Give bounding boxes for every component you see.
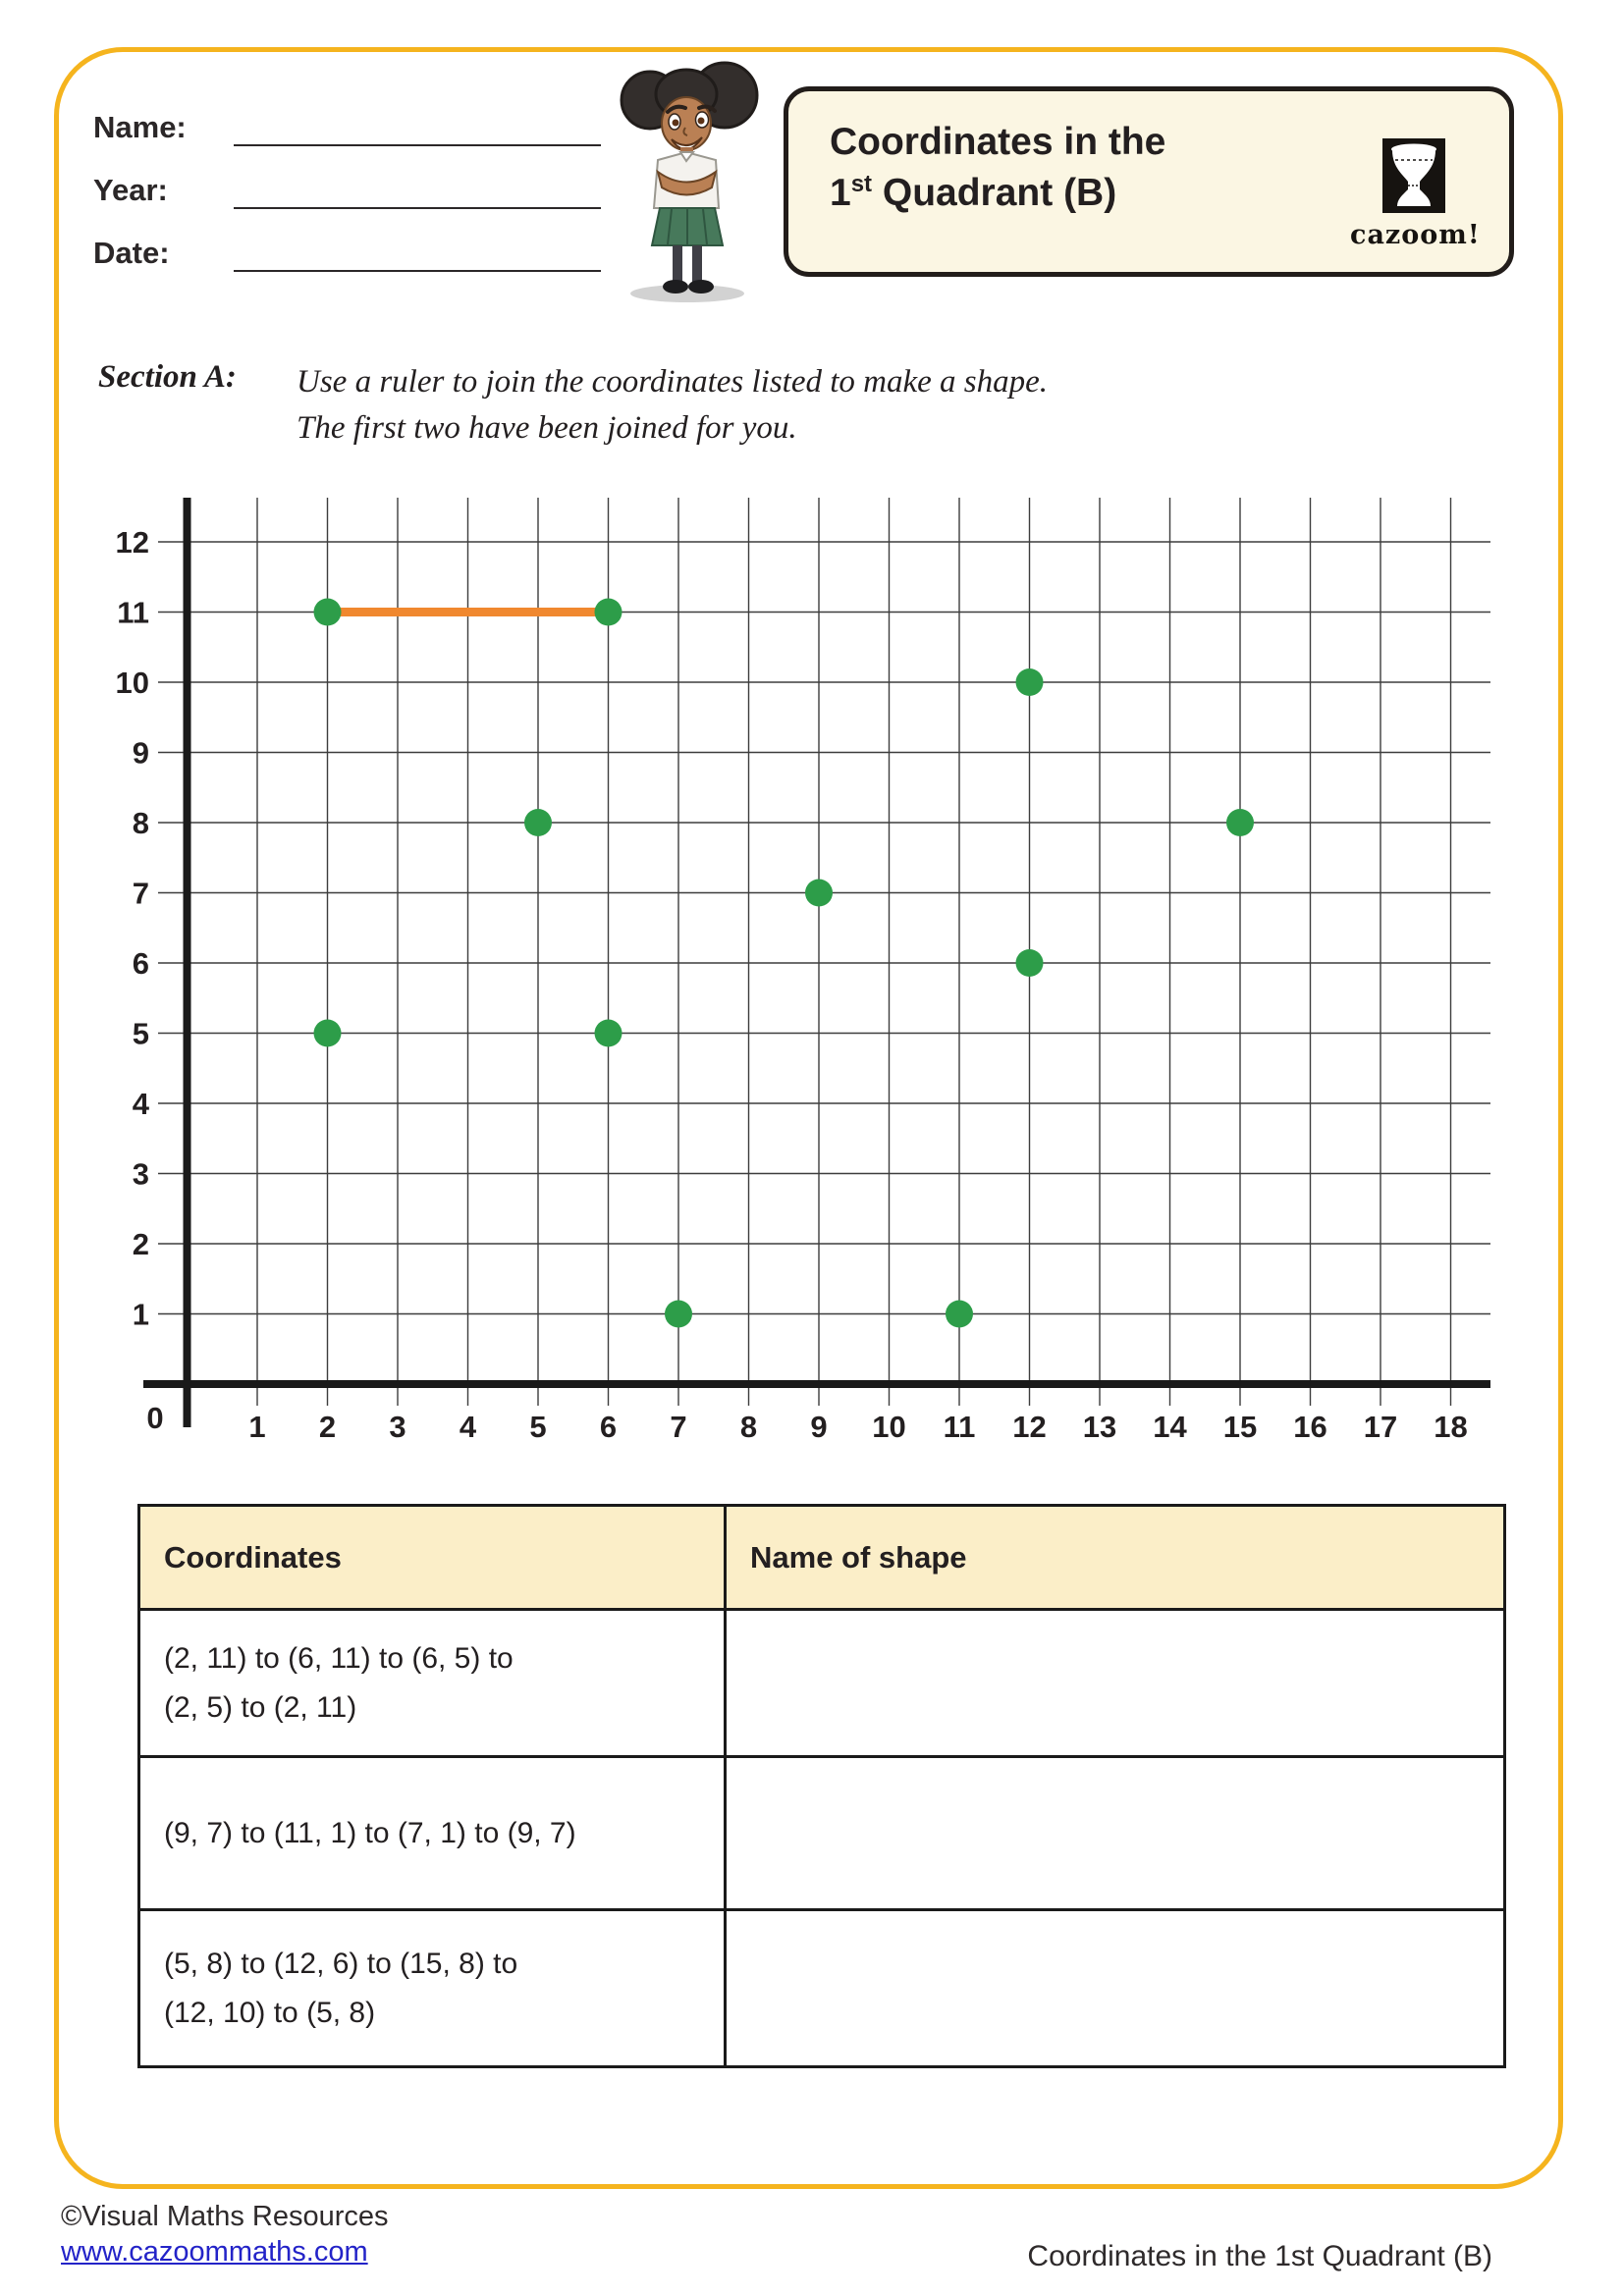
x-tick-label: 18: [1434, 1410, 1468, 1444]
y-tick-label: 4: [132, 1087, 149, 1121]
x-tick-label: 7: [670, 1410, 687, 1444]
copyright-text: ©Visual Maths Resources: [61, 2201, 389, 2232]
plotted-point: [665, 1301, 692, 1328]
plotted-point: [1226, 809, 1254, 836]
x-tick-label: 5: [529, 1410, 547, 1444]
x-tick-label: 6: [599, 1410, 618, 1444]
section-a-label: Section A:: [98, 359, 237, 395]
table-row: [139, 1910, 1505, 2067]
x-tick-label: 8: [739, 1410, 758, 1444]
y-tick-label: 12: [115, 525, 149, 560]
plotted-point: [524, 809, 552, 836]
instruction-line2: The first two have been joined for you.: [297, 410, 797, 446]
shape-answer-cell[interactable]: [726, 1910, 1505, 2067]
name-label: Name:: [93, 110, 187, 144]
table-row: [139, 1610, 1505, 1757]
coordinates-text: (5, 8) to (12, 6) to (15, 8) to: [164, 1947, 518, 1980]
title-superscript: st: [850, 171, 873, 197]
shape-answer-cell[interactable]: [726, 1757, 1505, 1910]
plotted-point: [946, 1301, 973, 1328]
website-link[interactable]: www.cazoommaths.com: [61, 2236, 368, 2268]
coordinates-text: (12, 10) to (5, 8): [164, 1996, 376, 2029]
y-tick-label: 11: [117, 595, 149, 630]
name-of-shape-header: Name of shape: [726, 1506, 1505, 1610]
x-tick-label: 14: [1153, 1410, 1187, 1444]
title-line2-rest: Quadrant (B): [872, 172, 1117, 214]
x-tick-label: 9: [810, 1410, 828, 1444]
x-tick-label: 15: [1222, 1410, 1258, 1444]
x-tick-label: 13: [1082, 1410, 1117, 1444]
plotted-point: [595, 599, 623, 626]
coordinates-header: Coordinates: [139, 1506, 726, 1610]
y-tick-label: 9: [132, 735, 149, 771]
x-tick-label: 10: [872, 1410, 906, 1444]
coordinates-text: (9, 7) to (11, 1) to (7, 1) to (9, 7): [164, 1816, 576, 1849]
x-tick-label: 12: [1012, 1410, 1047, 1444]
year-label: Year:: [93, 173, 168, 207]
x-tick-label: 16: [1293, 1410, 1327, 1444]
instruction-line1: Use a ruler to join the coordinates listed to make a shape.: [297, 364, 1049, 400]
coordinates-cell: [139, 1757, 726, 1910]
plotted-point: [1016, 668, 1044, 696]
coordinates-cell: [139, 1910, 726, 2067]
y-tick-label: 8: [132, 806, 149, 840]
coordinates-text: (2, 11) to (6, 11) to (6, 5) to: [164, 1641, 514, 1675]
table-row: [139, 1757, 1505, 1910]
y-tick-label: 7: [132, 876, 149, 911]
answer-table: [137, 1504, 1506, 2068]
y-tick-label: 6: [132, 946, 149, 981]
date-label: Date:: [93, 236, 170, 270]
title-line1: Coordinates in the: [830, 121, 1166, 163]
x-tick-label: 4: [459, 1410, 477, 1444]
cazoom-logo-word: cazoom!: [1350, 220, 1481, 250]
plotted-point: [314, 1020, 342, 1047]
x-tick-label: 3: [389, 1410, 406, 1444]
y-tick-label: 1: [132, 1297, 149, 1332]
x-tick-label: 17: [1363, 1410, 1398, 1444]
y-tick-label: 5: [132, 1016, 149, 1051]
plotted-point: [595, 1020, 623, 1047]
table-header-row: [139, 1506, 1505, 1610]
shape-answer-cell[interactable]: [726, 1610, 1505, 1757]
plotted-point: [805, 880, 833, 907]
y-tick-label: 2: [132, 1227, 149, 1261]
footer-worksheet-name: Coordinates in the 1st Quadrant (B): [1027, 2240, 1492, 2272]
y-tick-label: 3: [132, 1156, 149, 1192]
y-tick-label: 10: [115, 666, 149, 700]
origin-label: 0: [146, 1401, 164, 1435]
x-tick-label: 1: [248, 1410, 266, 1444]
coordinates-text: (2, 5) to (2, 11): [164, 1690, 357, 1724]
x-tick-label: 2: [318, 1410, 337, 1444]
plotted-point: [1016, 949, 1044, 977]
x-tick-label: 11: [943, 1410, 976, 1444]
title-line2-num: 1: [830, 172, 851, 214]
coordinates-cell: [139, 1610, 726, 1757]
plotted-point: [314, 599, 342, 626]
